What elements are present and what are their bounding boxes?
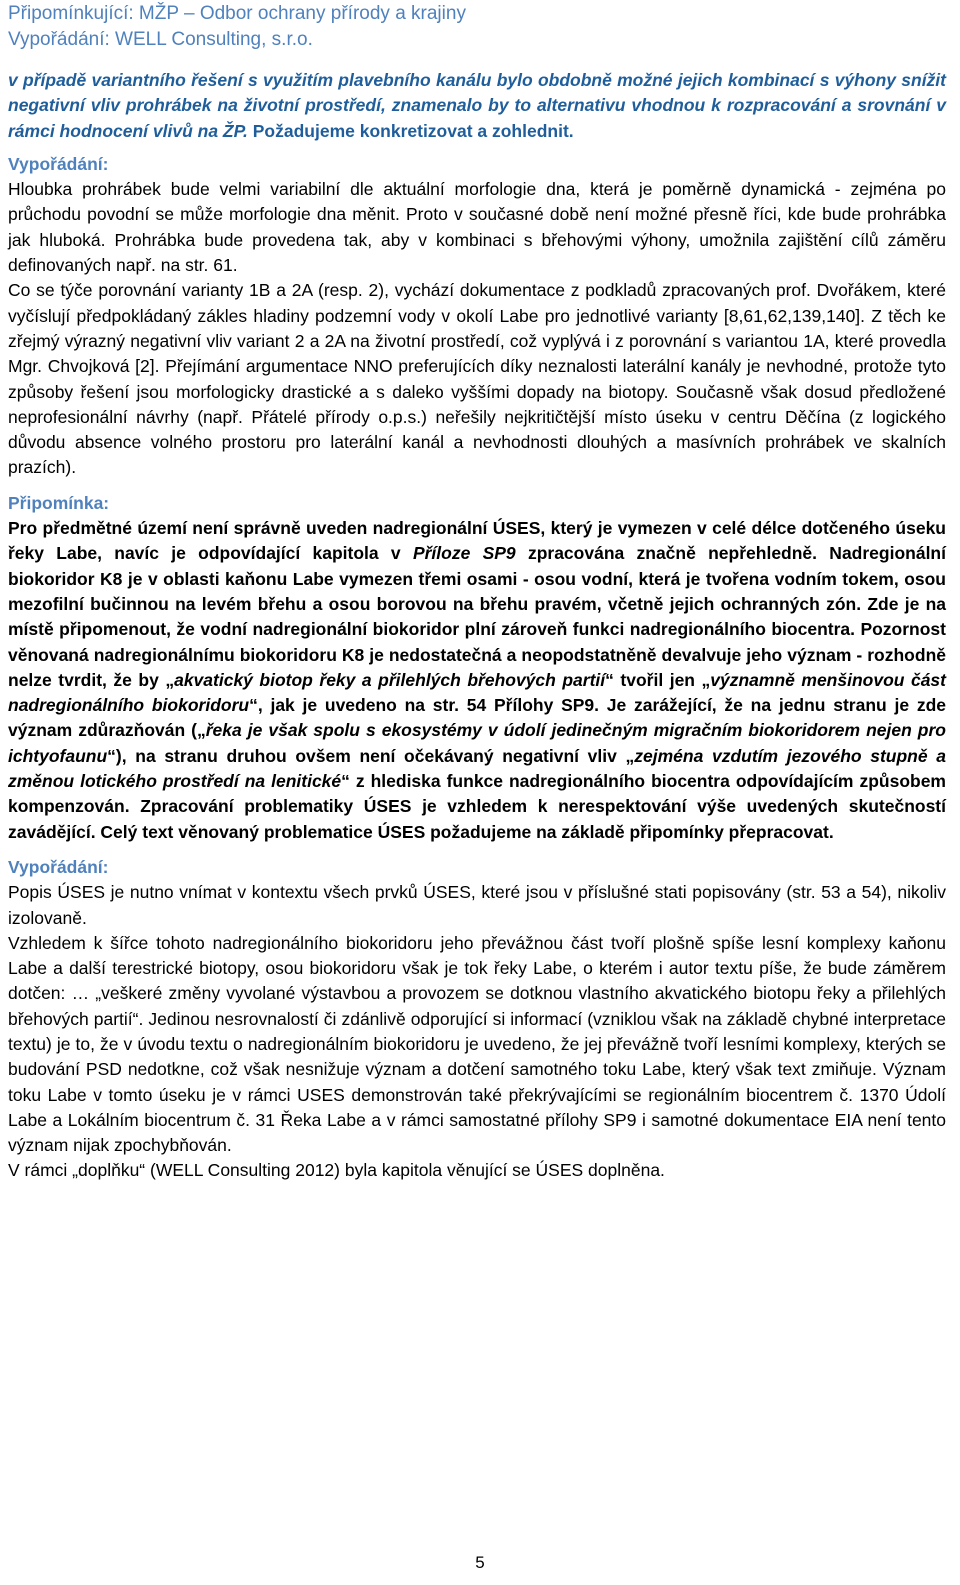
comment-part-italic: zejména vzdutím jezového stupně a změnou lotického prostředí na lenitické xyxy=(8,745,946,792)
settlement-paragraph-1: Hloubka prohrábek bude velmi variabilní dle aktuální morfologie dna, která je poměrně dynamická - zejména po průchodu povodní se může morfologie dna měnit. Proto v současné době není možné přesně říci, kde bude prohrábka jak hluboká. Prohrábka bude provedena tak, aby v kombinaci s břehovými výhony, umožnila zajištění cílů záměru definovaných např. na str. 61. xyxy=(8,179,946,276)
settlement-paragraph-2: Co se týče porovnání varianty 1B a 2A (resp. 2), vychází dokumentace z podkladů zpracovaných prof. Dvořákem, které vyčíslují předpokládaný zákles hladiny podzemní vody v okolí Labe pro jednotlivé varianty [8,61,62,139,140]. Z těch ke zřejmý výrazný negativní vliv variant 2 a 2A na životní prostředí, což vyplývá i z porovnání s variantou 1A, které provedla Mgr. Chvojková [2]. Přejímání argumentace NNO preferujících díky neznalosti laterální kanály je nevhodné, protože tyto způsoby řešení jsou morfologicky drastické a s daleko vyššími dopady na biotopy. Současně však dosud předložené neprofesionální návrhy (např. Přátelé přírody o.p.s.) neřešily nejkritičtější místo úseku v centru Děčína (z logického důvodu absence volného prostoru pro laterální kanál a nevhodnosti dlouhých a masívních prohrábek ve skalních prazích). xyxy=(8,280,946,478)
settlement-label-1: Vypořádání: xyxy=(8,153,109,174)
requirement-intro xyxy=(8,68,946,144)
comment-label: Připomínka: xyxy=(8,492,110,513)
comment-part: “ tvořil jen „ xyxy=(605,669,711,690)
comment-part-italic: akvatický biotop řeky a přilehlých břehových partií xyxy=(174,669,606,690)
settlement-label-2: Vypořádání: xyxy=(8,856,109,877)
page-number: 5 xyxy=(475,1553,485,1572)
comment-part-italic: významně menšinovou část nadregionálního biokoridoru xyxy=(8,669,946,716)
settlement2-paragraph-1: Popis ÚSES je nutno vnímat v kontextu všech prvků ÚSES, které jsou v příslušné stati popisovány (str. 53 a 54), nikoliv izolovaně. xyxy=(8,882,946,928)
requirement-intro-italic: v případě variantního řešení s využitím plavebního kanálu bylo obdobně možné jejich kombinací s výhony snížit negativní vliv prohrábek na životní prostředí, znamenalo by to alternativu vhodnou k rozpracování a srovnání v rámci hodnocení vlivů na ŽP. xyxy=(8,70,946,141)
header-settlement: Vypořádání: WELL Consulting, s.r.o. xyxy=(8,29,313,50)
comment-paragraph xyxy=(8,516,946,845)
comment-part-italic: Příloze SP9 xyxy=(412,543,516,564)
comment-part: “), na stranu druhou ovšem není očekávaný negativní vliv „ xyxy=(107,745,635,766)
comment-part: “ z hlediska funkce nadregionálního biocentra odpovídajícím způsobem kompenzován. Zpracování problematiky ÚSES je vzhledem k nerespektování výše uvedených skutečností zavádějící. Celý text věnovaný problematice ÚSES požadujeme na základě připomínky přepracovat. xyxy=(8,771,946,842)
comment-part: zpracována značně nepřehledně. Nadregionální biokoridor K8 je v oblasti kaňonu Labe vymezen třemi osami - osou vodní, která je tvořena vodním tokem, osou mezofilní bučinnou na levém břehu a osou borovou na břehu pravém, včetně jejich ochranných zón. Zde je na místě připomenout, že vodní nadregionální biokoridor plní zároveň funkci nadregionálního biocentra. Pozornost věnovaná nadregionálnímu biokoridoru K8 je nedostatečná a neopodstatněně devalvuje jeho význam - rozhodně nelze tvrdit, že by „ xyxy=(8,543,946,690)
document-body xyxy=(8,68,946,1184)
requirement-intro-bold: Požadujeme konkretizovat a zohlednit. xyxy=(247,120,574,141)
header-commenter: Připomínkující: MŽP – Odbor ochrany přírody a krajiny xyxy=(8,3,466,24)
comment-part-italic: řeka je však spolu s ekosystémy v údolí jedinečným migračním biokoridorem nejen pro ichtyofaunu xyxy=(8,720,946,766)
comment-part: “, jak je uvedeno na str. 54 Přílohy SP9. Je zarážející, že na jednu stranu je zde význam zdůrazňován („ xyxy=(8,695,946,741)
settlement2-paragraph-3: V rámci „doplňku“ (WELL Consulting 2012) byla kapitola věnující se ÚSES doplněna. xyxy=(8,1160,665,1181)
comment-part: Pro předmětné území není správně uveden nadregionální ÚSES, který je vymezen v celé délce dotčeného úseku řeky Labe, navíc je odpovídající kapitola v xyxy=(8,518,946,564)
settlement2-paragraph-2: Vzhledem k šířce tohoto nadregionálního biokoridoru jeho převážnou část tvoří plošně spíše lesní komplexy kaňonu Labe a další terestrické biotopy, osou biokoridoru však je tok řeky Labe, o kterém i autor textu píše, že bude záměrem dotčen: … „veškeré změny vyvolané výstavbou a provozem se dotknou vlastního akvatického biotopu řeky a přilehlých břehových partií“. Jedinou nesrovnalostí či zdánlivě odporující si informací (vzniklou však na základě chybné interpretace textu) je to, že v úvodu textu o nadregionálním biokoridoru je uvedeno, že jej převážně tvoří lesními komplexy, kterých se budování PSD nedotkne, což však nesnižuje význam a dotčení samotného toku Labe, který však text zmiňuje. Význam toku Labe v tomto úseku je v rámci USES demonstrován také překrývajícími se regionálním biocentrem č. 1370 Údolí Labe a Lokálním biocentrum č. 31 Řeka Labe a v rámci samostatné přílohy SP9 i samotné dokumentace EIA není tento význam nijak zpochybňován. xyxy=(8,932,946,1156)
